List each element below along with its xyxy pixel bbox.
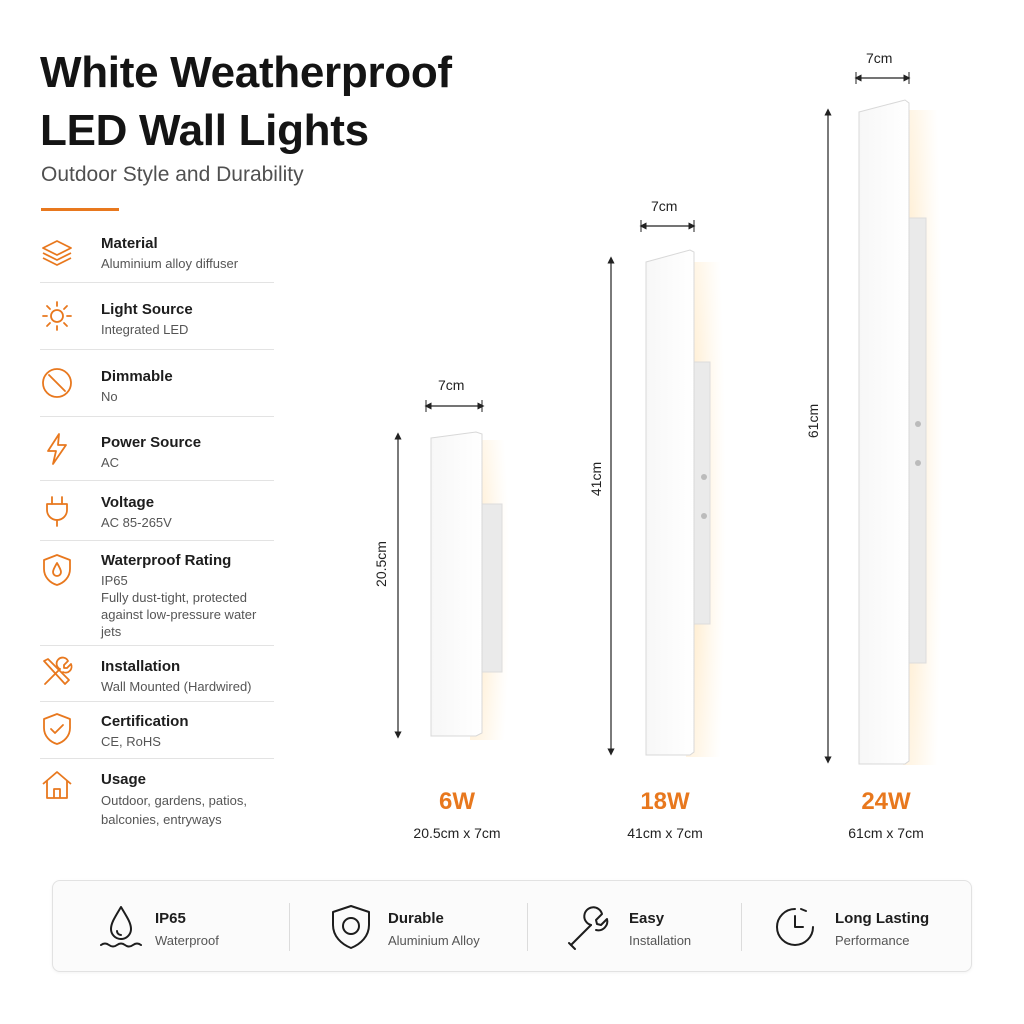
- feature-title: IP65: [155, 910, 186, 927]
- feature-separator: [289, 903, 290, 951]
- feature-installation: [565, 881, 765, 973]
- width-label-24w: 7cm: [866, 50, 893, 66]
- feature-title: Durable: [388, 910, 444, 927]
- title-line-2: LED Wall Lights: [40, 106, 369, 155]
- spec-value: No: [101, 389, 118, 404]
- height-label-6w: 20.5cm: [373, 541, 389, 587]
- light-18w: [611, 220, 726, 757]
- size-label-18w: 41cm x 7cm: [627, 825, 703, 841]
- spec-value: Integrated LED: [101, 322, 189, 337]
- height-label-18w: 41cm: [588, 461, 604, 497]
- wrench-icon: [565, 903, 613, 951]
- feature-long-lasting: [771, 881, 971, 973]
- spec-label: Waterproof Rating: [101, 552, 232, 569]
- spec-value: Wall Mounted (Hardwired): [101, 679, 252, 694]
- feature-separator: [741, 903, 742, 951]
- spec-label: Light Source: [101, 301, 193, 318]
- size-label-6w: 20.5cm x 7cm: [413, 825, 501, 841]
- spec-value: AC 85-265V: [101, 515, 172, 530]
- water-drop-icon: [97, 903, 145, 951]
- feature-title: Long Lasting: [835, 910, 930, 927]
- feature-durable: [327, 881, 527, 973]
- light-6w: [398, 400, 510, 740]
- watt-label-24w: 24W: [861, 788, 911, 815]
- feature-subtitle: Waterproof: [155, 933, 219, 948]
- feature-subtitle: Performance: [835, 933, 910, 948]
- feature-separator: [527, 903, 528, 951]
- spec-value: IP65: [101, 573, 128, 588]
- watt-label-18w: 18W: [640, 788, 690, 815]
- shield-icon: [327, 903, 375, 951]
- spec-value: AC: [101, 455, 120, 470]
- spec-label: Certification: [101, 713, 189, 730]
- spec-label: Dimmable: [101, 368, 173, 385]
- spec-label: Material: [101, 235, 158, 252]
- watt-label-6w: 6W: [439, 788, 475, 815]
- spec-label: Installation: [101, 658, 181, 675]
- title-line-1: White Weatherproof: [40, 48, 452, 97]
- spec-value: Outdoor, gardens, patios, balconies, entryways: [101, 793, 247, 827]
- feature-title: Easy: [629, 910, 665, 927]
- feature-subtitle: Aluminium Alloy: [388, 933, 480, 948]
- spec-label: Usage: [101, 771, 147, 788]
- width-label-18w: 7cm: [651, 198, 678, 214]
- light-24w: [828, 72, 943, 765]
- spec-value-detail: Fully dust-tight, protected against low-pressure water jets: [101, 590, 257, 639]
- spec-value: CE, RoHS: [101, 734, 161, 749]
- feature-waterproof: [97, 881, 297, 973]
- spec-label: Voltage: [101, 494, 155, 511]
- feature-bar: [52, 880, 972, 972]
- spec-value: Aluminium alloy diffuser: [101, 256, 239, 271]
- height-label-24w: 61cm: [805, 403, 821, 439]
- size-label-24w: 61cm x 7cm: [848, 825, 924, 841]
- clock-icon: [771, 903, 819, 951]
- spec-label: Power Source: [101, 434, 202, 451]
- feature-subtitle: Installation: [629, 933, 692, 948]
- width-label-6w: 7cm: [438, 377, 465, 393]
- page-subtitle: Outdoor Style and Durability: [41, 163, 304, 186]
